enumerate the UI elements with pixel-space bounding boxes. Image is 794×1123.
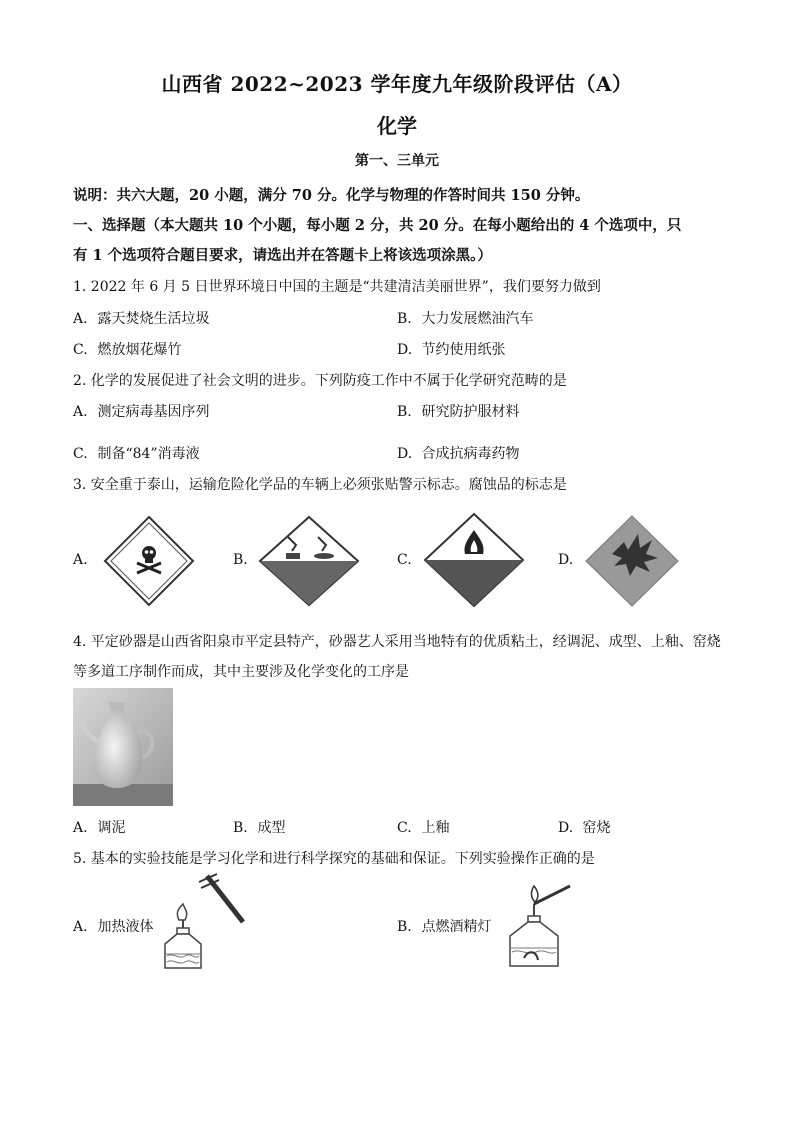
section1-instruction-2: 有 1 个选项符合题目要求，请选出并在答题卡上将该选项涂黑。） xyxy=(73,247,492,264)
question-3-option-a-key: A. xyxy=(73,552,88,568)
question-5-stem: 5. 基本的实验技能是学习化学和进行科学探究的基础和保证。下列实验操作正确的是 xyxy=(73,851,595,867)
heating-test-tube-icon xyxy=(155,872,247,974)
question-3-option-c-key: C. xyxy=(397,552,412,568)
question-2-option-c: C. 制备“84”消毒液 xyxy=(73,446,200,462)
explosive-sign-icon xyxy=(584,514,680,608)
section1-instruction-1: 一、选择题（本大题共 10 个小题，每小题 2 分，共 20 分。在每小题给出的 4 个选项中，只 xyxy=(73,217,682,234)
lighting-alcohol-lamp-icon xyxy=(498,880,582,972)
exam-note: 说明：共六大题，20 小题，满分 70 分。化学与物理的作答时间共 150 分钟。 xyxy=(73,187,590,204)
question-1-option-a: A. 露天焚烧生活垃圾 xyxy=(73,311,210,327)
question-5-option-a: A. 加热液体 xyxy=(73,919,154,935)
question-1-option-b: B. 大力发展燃油汽车 xyxy=(397,311,534,327)
clay-teapot-photo xyxy=(73,688,173,806)
question-4-option-d: D. 窑烧 xyxy=(558,820,611,836)
question-3-option-b-key: B. xyxy=(233,552,248,568)
exam-title: 山西省 2022~2023 学年度九年级阶段评估（A） xyxy=(161,72,633,96)
question-3-stem: 3. 安全重于泰山，运输危险化学品的车辆上必须张贴警示标志。腐蚀品的标志是 xyxy=(73,477,567,493)
question-2-option-b: B. 研究防护服材料 xyxy=(397,404,520,420)
corrosive-sign-icon xyxy=(258,515,360,607)
question-2-option-a: A. 测定病毒基因序列 xyxy=(73,404,210,420)
unit-title: 第一、三单元 xyxy=(355,153,439,169)
question-2-option-d: D. 合成抗病毒药物 xyxy=(397,446,520,462)
question-3-option-d-key: D. xyxy=(558,552,574,568)
question-4-option-b: B. 成型 xyxy=(233,820,286,836)
question-2-stem: 2. 化学的发展促进了社会文明的进步。下列防疫工作中不属于化学研究范畴的是 xyxy=(73,373,567,389)
question-4-option-c: C. 上釉 xyxy=(397,820,450,836)
question-4-stem-line2: 等多道工序制作而成，其中主要涉及化学变化的工序是 xyxy=(73,664,409,680)
toxic-sign-icon xyxy=(103,515,195,607)
subject-title: 化学 xyxy=(377,114,417,138)
question-5-option-b: B. 点燃酒精灯 xyxy=(397,919,492,935)
question-4-option-a: A. 调泥 xyxy=(73,820,126,836)
question-4-stem-line1: 4. 平定砂器是山西省阳泉市平定县特产，砂器艺人采用当地特有的优质粘土，经调泥、成型、上釉、窑烧 xyxy=(73,634,721,650)
question-1-option-c: C. 燃放烟花爆竹 xyxy=(73,342,182,358)
flammable-sign-icon xyxy=(423,512,525,608)
question-1-stem: 1. 2022 年 6 月 5 日世界环境日中国的主题是“共建清洁美丽世界”，我们要努力做到 xyxy=(73,279,601,295)
question-1-option-d: D. 节约使用纸张 xyxy=(397,342,506,358)
